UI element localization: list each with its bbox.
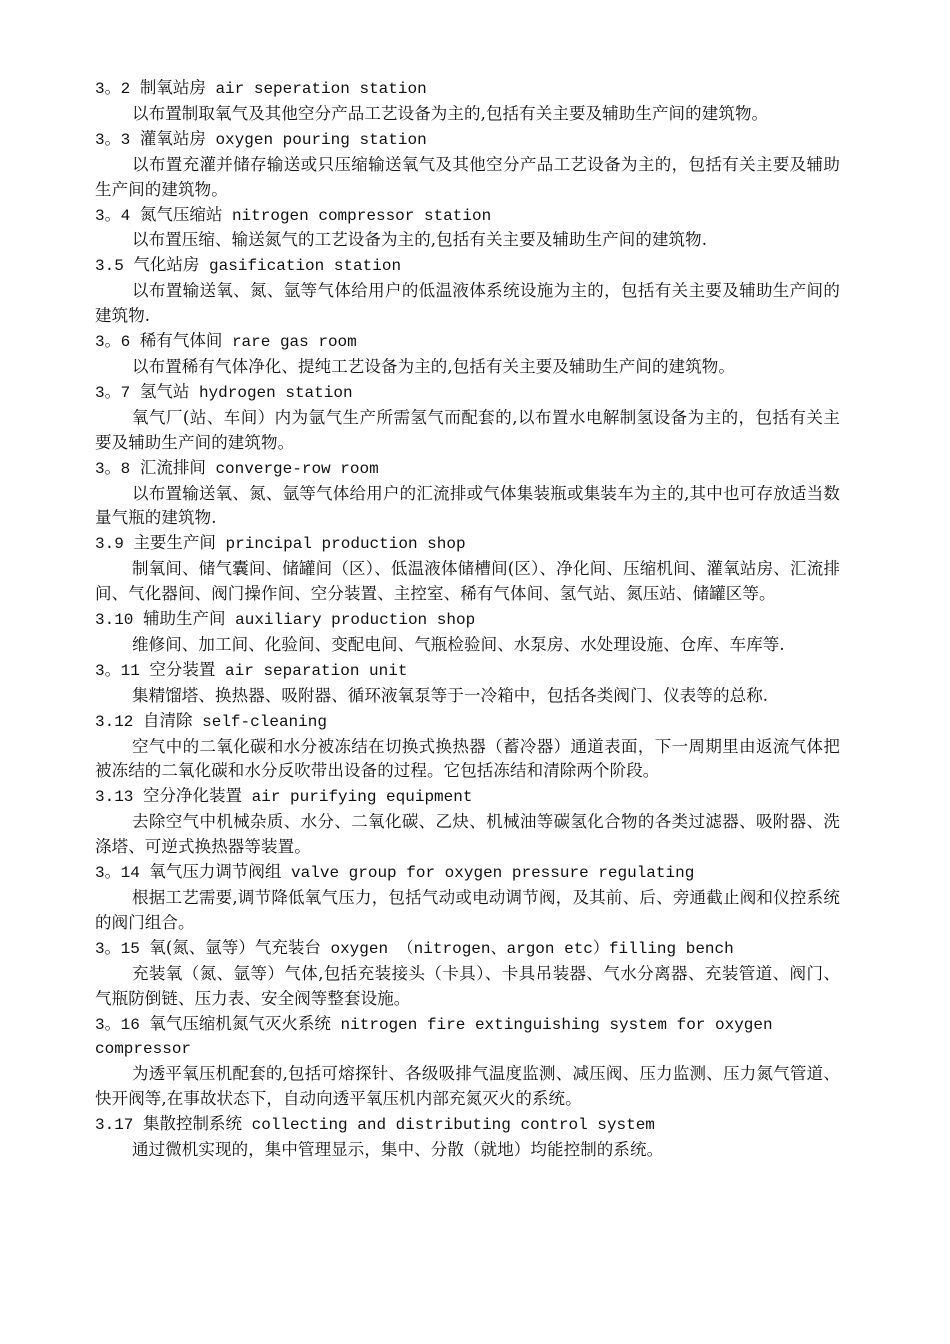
entry-definition: 以布置压缩、输送氮气的工艺设备为主的,包括有关主要及辅助生产间的建筑物. [132,230,708,250]
entry-definition: 以布置充灌并储存输送或只压缩输送氧气及其他空分产品工艺设备为主的，包括有关主要及辅助生产间的建筑物。 [95,154,840,199]
entry-heading [95,658,840,684]
entry-definition: 充装氧（氮、氩等）气体,包括充装接头（卡具）、卡具吊装器、气水分离器、充装管道、阀门、气瓶防倒链、压力表、安全阀等整套设施。 [95,963,840,1008]
entry-term: 空分净化装置 [143,786,243,806]
entry-definition: 以布置稀有气体净化、提纯工艺设备为主的,包括有关主要及辅助生产间的建筑物。 [132,356,735,376]
entry-3-15 [95,936,840,1012]
entry-heading [95,1112,840,1138]
entry-english: oxygen （nitrogen、argon etc）filling bench [330,939,734,958]
entry-definition: 以布置输送氧、氮、氩等气体给用户的汇流排或气体集装瓶或集装车为主的,其中也可存放适当数量气瓶的建筑物. [95,483,840,528]
entry-heading [95,531,840,557]
entry-english: air purifying equipment [251,788,473,807]
entry-term: 氧(氮、氩等）气充装台 [149,937,321,957]
entry-number: 3.12 [95,712,134,731]
entry-heading [95,709,840,735]
entry-heading [95,203,840,229]
entry-number: 3。11 [95,661,140,680]
entry-heading [95,936,840,962]
entry-definition: 以布置输送氧、氮、氩等气体给用户的低温液体系统设施为主的，包括有关主要及辅助生产间的建筑物. [95,281,840,326]
entry-definition: 维修间、加工间、化验间、变配电间、气瓶检验间、水泵房、水处理设施、仓库、车库等. [132,634,785,654]
entry-definition: 根据工艺需要,调节降低氧气压力，包括气动或电动调节阀，及其前、后、旁通截止阀和仪控系统的阀门组合。 [95,888,840,932]
entry-term: 集散控制系统 [143,1114,243,1134]
entry-term: 辅助生产间 [143,609,226,629]
entry-english: rare gas room [231,333,357,352]
entry-3-10 [95,607,840,658]
entry-heading [95,860,840,886]
entry-definition: 集精馏塔、换热器、吸附器、循环液氧泵等于一冷箱中，包括各类阀门、仪表等的总称. [132,685,769,705]
entry-number: 3。6 [95,333,131,352]
entry-term: 气化站房 [133,255,200,275]
entry-english: hydrogen station [198,383,353,402]
entry-term: 灌氧站房 [139,128,206,148]
entry-number: 3.17 [95,1116,134,1135]
entry-definition: 制氧间、储气囊间、储罐间（区）、低温液体储槽间(区）、净化间、压缩机间、灌氧站房、汇流排间、气化器间、阀门操作间、空分装置、主控室、稀有气体间、氢气站、氮压站、储罐区等。 [95,559,840,604]
entry-english: nitrogen fire extinguishing system for oxygen compressor [95,1015,783,1059]
entry-english: gasification station [209,257,402,276]
entry-number: 3。8 [95,459,131,478]
entry-definition: 以布置制取氧气及其他空分产品工艺设备为主的,包括有关主要及辅助生产间的建筑物。 [132,103,769,123]
entry-3-6 [95,329,840,380]
entry-heading [95,76,840,102]
entry-heading [95,456,840,482]
entry-number: 3。4 [95,206,131,225]
entry-definition: 去除空气中机械杂质、水分、二氧化碳、乙炔、机械油等碳氢化合物的各类过滤器、吸附器、洗涤塔、可逆式换热器等装置。 [95,812,840,857]
entry-definition: 为透平氧压机配套的,包括可熔探针、各级吸排气温度监测、减压阀、压力监测、压力氮气管道、快开阀等,在事故状态下，自动向透平氧压机内部充氮灭火的系统。 [95,1064,840,1109]
entry-number: 3。7 [95,383,131,402]
entry-heading [95,127,840,153]
entry-number: 3.13 [95,788,134,807]
entry-3-8 [95,456,840,532]
entry-3-3 [95,127,840,203]
entry-definition: 通过微机实现的，集中管理显示，集中、分散（就地）均能控制的系统。 [132,1140,664,1160]
entry-heading [95,1012,840,1063]
entry-term: 氢气站 [139,381,190,401]
entry-3-12 [95,709,840,785]
entry-term: 稀有气体间 [139,331,223,351]
entry-definition: 氧气厂(站、车间）内为氩气生产所需氢气而配套的,以布置水电解制氢设备为主的，包括有关主要及辅助生产间的建筑物。 [95,407,840,452]
entry-3-4 [95,203,840,254]
entry-3-7 [95,380,840,456]
document-page [95,76,840,1163]
entry-heading [95,329,840,355]
entry-definition: 空气中的二氧化碳和水分被冻结在切换式换热器（蓄冷器）通道表面，下一周期里由返流气体把被冻结的二氧化碳和水分反吹带出设备的过程。它包括冻结和清除两个阶段。 [95,736,840,781]
entry-heading [95,380,840,406]
entry-number: 3.10 [95,611,134,630]
entry-3-2 [95,76,840,127]
entry-3-11 [95,658,840,709]
entry-number: 3。14 [95,864,140,883]
entry-term: 汇流排间 [139,457,206,477]
entry-number: 3.9 [95,535,124,554]
entry-english: converge-row room [215,459,379,478]
entry-3-17 [95,1112,840,1163]
entry-3-5 [95,253,840,329]
entry-number: 3。16 [95,1015,140,1034]
entry-3-16 [95,1012,840,1113]
entry-english: auxiliary production shop [235,611,476,630]
entry-heading [95,784,840,810]
entry-term: 氧气压力调节阀组 [149,862,282,882]
entry-3-9 [95,531,840,607]
entry-number: 3。15 [95,939,140,958]
entry-english: air separation unit [225,661,408,680]
entry-term: 自清除 [143,710,193,730]
entry-number: 3。2 [95,80,131,98]
entry-term: 空分装置 [149,659,216,679]
entry-term: 制氧站房 [139,78,206,97]
entry-number: 3.5 [95,257,124,276]
entry-number: 3。3 [95,130,131,149]
entry-heading [95,607,840,633]
entry-term: 氧气压缩机氮气灭火系统 [149,1013,331,1033]
entry-english: oxygen pouring station [215,130,427,149]
entry-term: 主要生产间 [133,533,216,553]
entry-term: 氮气压缩站 [139,204,223,224]
entry-3-13 [95,784,840,860]
entry-english: collecting and distributing control system [251,1116,655,1135]
entry-english: principal production shop [225,535,466,554]
entry-english: valve group for oxygen pressure regulating [291,864,695,883]
entry-english: nitrogen compressor station [231,206,492,225]
entry-heading [95,253,840,279]
entry-english: air seperation station [215,80,427,98]
entry-3-14 [95,860,840,936]
entry-english: self-cleaning [202,712,327,731]
